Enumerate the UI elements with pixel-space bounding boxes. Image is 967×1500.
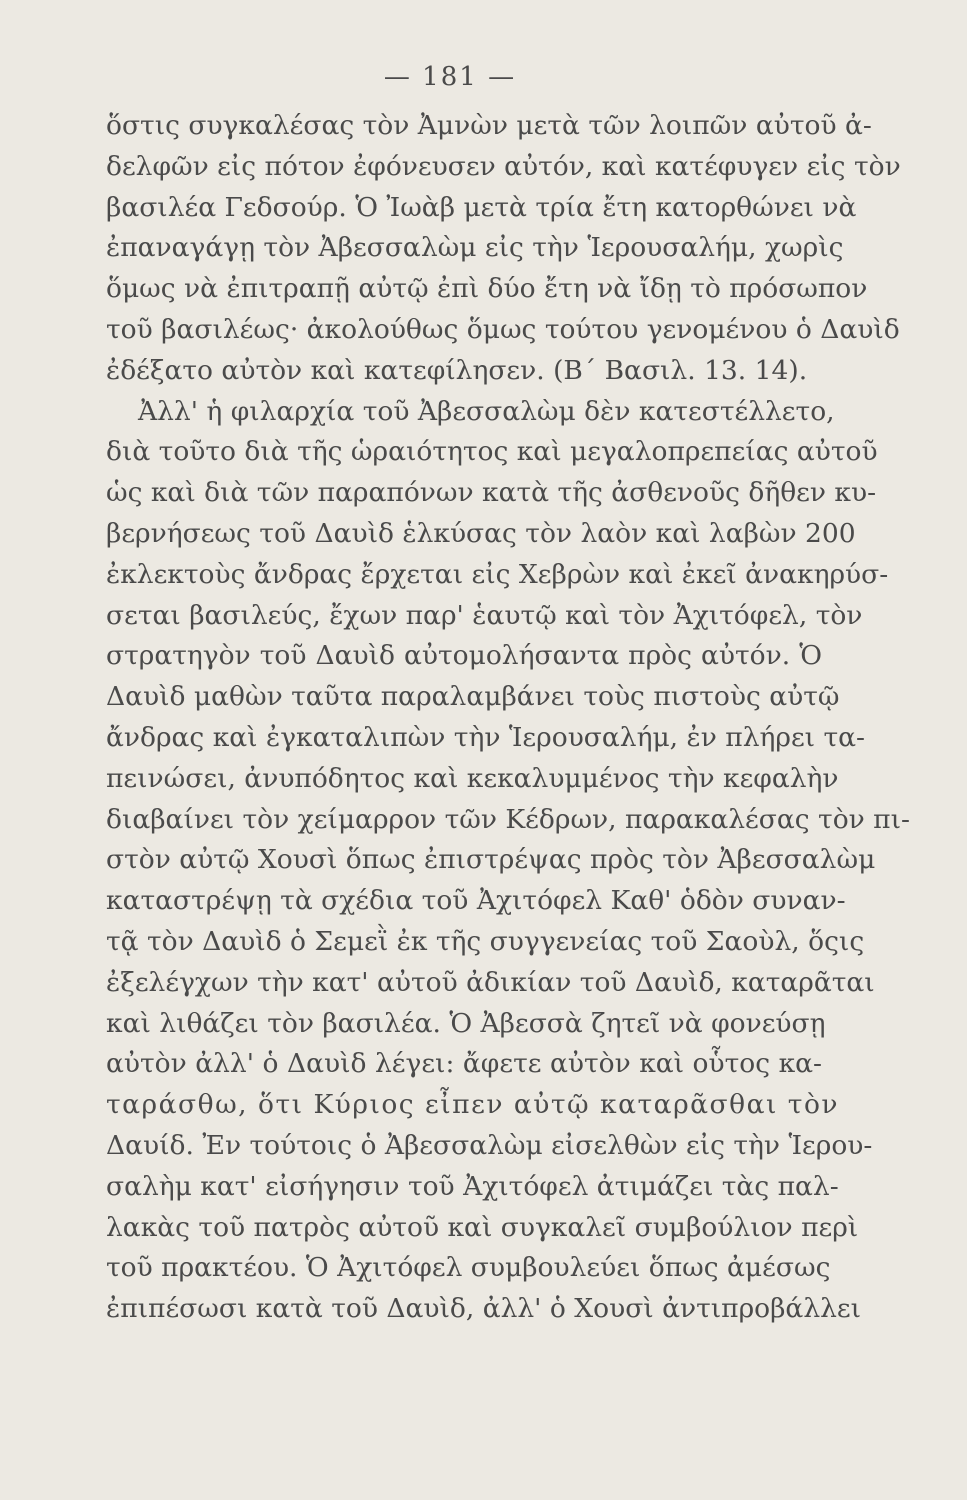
text-line: δελφῶν εἰς πότον ἐφόνευσεν αὐτόν, καὶ κατέφυγεν εἰς τὸν <box>106 150 901 182</box>
text-line: στὸν αὐτῷ Χουσὶ ὅπως ἐπιστρέψας πρὸς τὸν Ἀβεσσαλὼμ <box>106 844 876 876</box>
text-line: ἐξελέγχων τὴν κατ' αὐτοῦ ἀδικίαν τοῦ Δαυὶδ, καταρᾶται <box>106 966 875 998</box>
text-line: καὶ λιθάζει τὸν βασιλέα. Ὁ Ἀβεσσὰ ζητεῖ νὰ φονεύσῃ <box>106 1007 826 1039</box>
text-line: ἐδέξατο αὐτὸν καὶ κατεφίλησεν. (Β΄ Βασιλ. 13. 14). <box>106 354 808 386</box>
text-line: διὰ τοῦτο διὰ τῆς ὡραιότητος καὶ μεγαλοπρεπείας αὐτοῦ <box>106 436 878 468</box>
text-line: Δαυίδ. Ἐν τούτοις ὁ Ἀβεσσαλὼμ εἰσελθὼν εἰς τὴν Ἱερου- <box>106 1129 873 1161</box>
text-line: διαβαίνει τὸν χείμαρρον τῶν Κέδρων, παρακαλέσας τὸν πι- <box>106 803 910 835</box>
page-body-text <box>106 106 910 1330</box>
text-line: λακὰς τοῦ πατρὸς αὐτοῦ καὶ συγκαλεῖ συμβούλιον περὶ <box>106 1211 859 1243</box>
text-line: πεινώσει, ἀνυπόδητος καὶ κεκαλυμμένος τὴν κεφαλὴν <box>106 762 839 794</box>
text-line: Δαυὶδ μαθὼν ταῦτα παραλαμβάνει τοὺς πιστοὺς αὐτῷ <box>106 681 840 713</box>
paragraph-start-line: Ἀλλ' ἡ φιλαρχία τοῦ Ἀβεσσαλὼμ δὲν κατεστέλλετο, <box>138 395 835 427</box>
text-line: στρατηγὸν τοῦ Δαυὶδ αὐτομολήσαντα πρὸς αὐτόν. Ὁ <box>106 640 822 672</box>
text-line: ἐκλεκτοὺς ἄνδρας ἔρχεται εἰς Χεβρὼν καὶ ἐκεῖ ἀνακηρύσ- <box>106 558 889 590</box>
text-line: καταστρέψῃ τὰ σχέδια τοῦ Ἀχιτόφελ Καθ' ὁδὸν συναν- <box>106 885 846 917</box>
page-number: — 181 — <box>383 62 517 92</box>
text-line: ἐπιπέσωσι κατὰ τοῦ Δαυὶδ, ἀλλ' ὁ Χουσὶ ἀντιπροβάλλει <box>106 1293 862 1325</box>
text-line: σαλὴμ κατ' εἰσήγησιν τοῦ Ἀχιτόφελ ἀτιμάζει τὰς παλ- <box>106 1170 839 1202</box>
text-line: ὅστις συγκαλέσας τὸν Ἀμνὼν μετὰ τῶν λοιπῶν αὐτοῦ ἀ- <box>106 110 872 141</box>
text-line: τοῦ πρακτέου. Ὁ Ἀχιτόφελ συμβουλεύει ὅπως ἀμέσως <box>106 1252 831 1284</box>
text-line: ἐπαναγάγῃ τὸν Ἀβεσσαλὼμ εἰς τὴν Ἱερουσαλήμ, χωρὶς <box>106 232 844 264</box>
text-line: βασιλέα Γεδσούρ. Ὁ Ἰωὰβ μετὰ τρία ἔτη κατορθώνει νὰ <box>106 191 857 223</box>
text-line: τοῦ βασιλέως· ἀκολούθως ὅμως τούτου γενομένου ὁ Δαυὶδ <box>106 313 900 345</box>
text-line: ταράσθω, ὅτι Κύριος εἶπεν αὐτῷ καταρᾶσθαι τὸν <box>106 1089 840 1121</box>
text-line: ἄνδρας καὶ ἐγκαταλιπὼν τὴν Ἱερουσαλήμ, ἐν πλήρει τα- <box>106 721 866 753</box>
text-line: τᾷ τὸν Δαυὶδ ὁ Σεμεῒ ἐκ τῆς συγγενείας τοῦ Σαοὺλ, ὅςις <box>106 925 865 957</box>
text-line: ὅμως νὰ ἐπιτραπῇ αὐτῷ ἐπὶ δύο ἔτη νὰ ἴδῃ τὸ πρόσωπον <box>106 273 868 305</box>
text-line: αὐτὸν ἀλλ' ὁ Δαυὶδ λέγει: ἄφετε αὐτὸν καὶ οὗτος κα- <box>106 1048 822 1080</box>
text-line: ὡς καὶ διὰ τῶν παραπόνων κατὰ τῆς ἀσθενοῦς δῆθεν κυ- <box>106 477 877 509</box>
text-line: βερνήσεως τοῦ Δαυὶδ ἑλκύσας τὸν λαὸν καὶ λαβὼν 200 <box>106 517 856 549</box>
text-line: σεται βασιλεύς, ἔχων παρ' ἑαυτῷ καὶ τὸν Ἀχιτόφελ, τὸν <box>106 599 863 631</box>
